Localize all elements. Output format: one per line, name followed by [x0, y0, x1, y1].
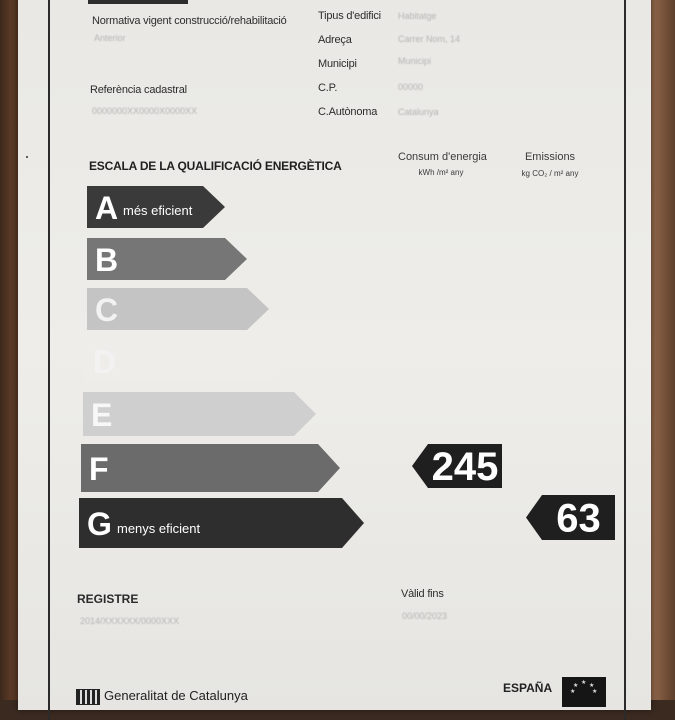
- consum-heading: Consum d'energia: [398, 151, 487, 163]
- class-letter-e: E: [91, 397, 113, 433]
- class-letter-f: F: [89, 451, 109, 487]
- class-letter-b: B: [95, 242, 119, 278]
- consum-value: 245: [431, 445, 499, 489]
- normativa-label: Normativa vigent construcció/rehabilitació: [92, 15, 287, 27]
- class-label-g: menys eficient: [117, 521, 201, 536]
- registre-value: 2014/XXXXXX/0000XXX: [80, 616, 180, 626]
- valid-value: 00/00/2023: [402, 611, 448, 621]
- tipus-value: Habitatge: [398, 11, 437, 21]
- class-letter-g: G: [87, 506, 112, 542]
- generalitat-text: Generalitat de Catalunya: [104, 688, 248, 703]
- referencia-value: 0000000XX0000X0000XX: [92, 106, 198, 116]
- registre-label: REGISTRE: [77, 592, 139, 606]
- cp-label: C.P.: [318, 82, 338, 94]
- class-arrow-f: [81, 444, 340, 492]
- referencia-label: Referència cadastral: [90, 84, 187, 96]
- tipus-label: Tipus d'edifici: [318, 10, 381, 22]
- comunitat-label: C.Autònoma: [318, 106, 378, 118]
- emissions-value: 63: [556, 496, 601, 541]
- class-arrow-e: [83, 392, 316, 436]
- class-letter-d: D: [93, 344, 117, 380]
- scale-title: ESCALA DE LA QUALIFICACIÓ ENERGÈTICA: [89, 159, 342, 173]
- class-letter-a: A: [95, 190, 119, 226]
- eu-flag-icon: ★ ★ ★ ★ ★: [562, 677, 606, 707]
- emissions-unit: kg CO₂ / m² any: [521, 169, 579, 178]
- municipi-label: Municipi: [318, 58, 357, 70]
- generalitat-logo-icon: [76, 689, 100, 705]
- comunitat-value: Catalunya: [398, 107, 439, 117]
- cp-value: 00000: [398, 82, 424, 92]
- valid-label: Vàlid fins: [401, 588, 444, 600]
- adreca-label: Adreça: [318, 34, 352, 46]
- municipi-value: Municipi: [398, 56, 432, 66]
- class-letter-c: C: [95, 292, 119, 328]
- adreca-value: Carrer Nom, 14: [398, 34, 461, 44]
- class-label-a: més eficient: [123, 203, 193, 218]
- consum-unit: kWh /m² any: [418, 168, 464, 177]
- emissions-heading: Emissions: [524, 151, 576, 163]
- normativa-value: Anterior: [94, 33, 126, 43]
- espana-text: ESPAÑA: [503, 681, 553, 695]
